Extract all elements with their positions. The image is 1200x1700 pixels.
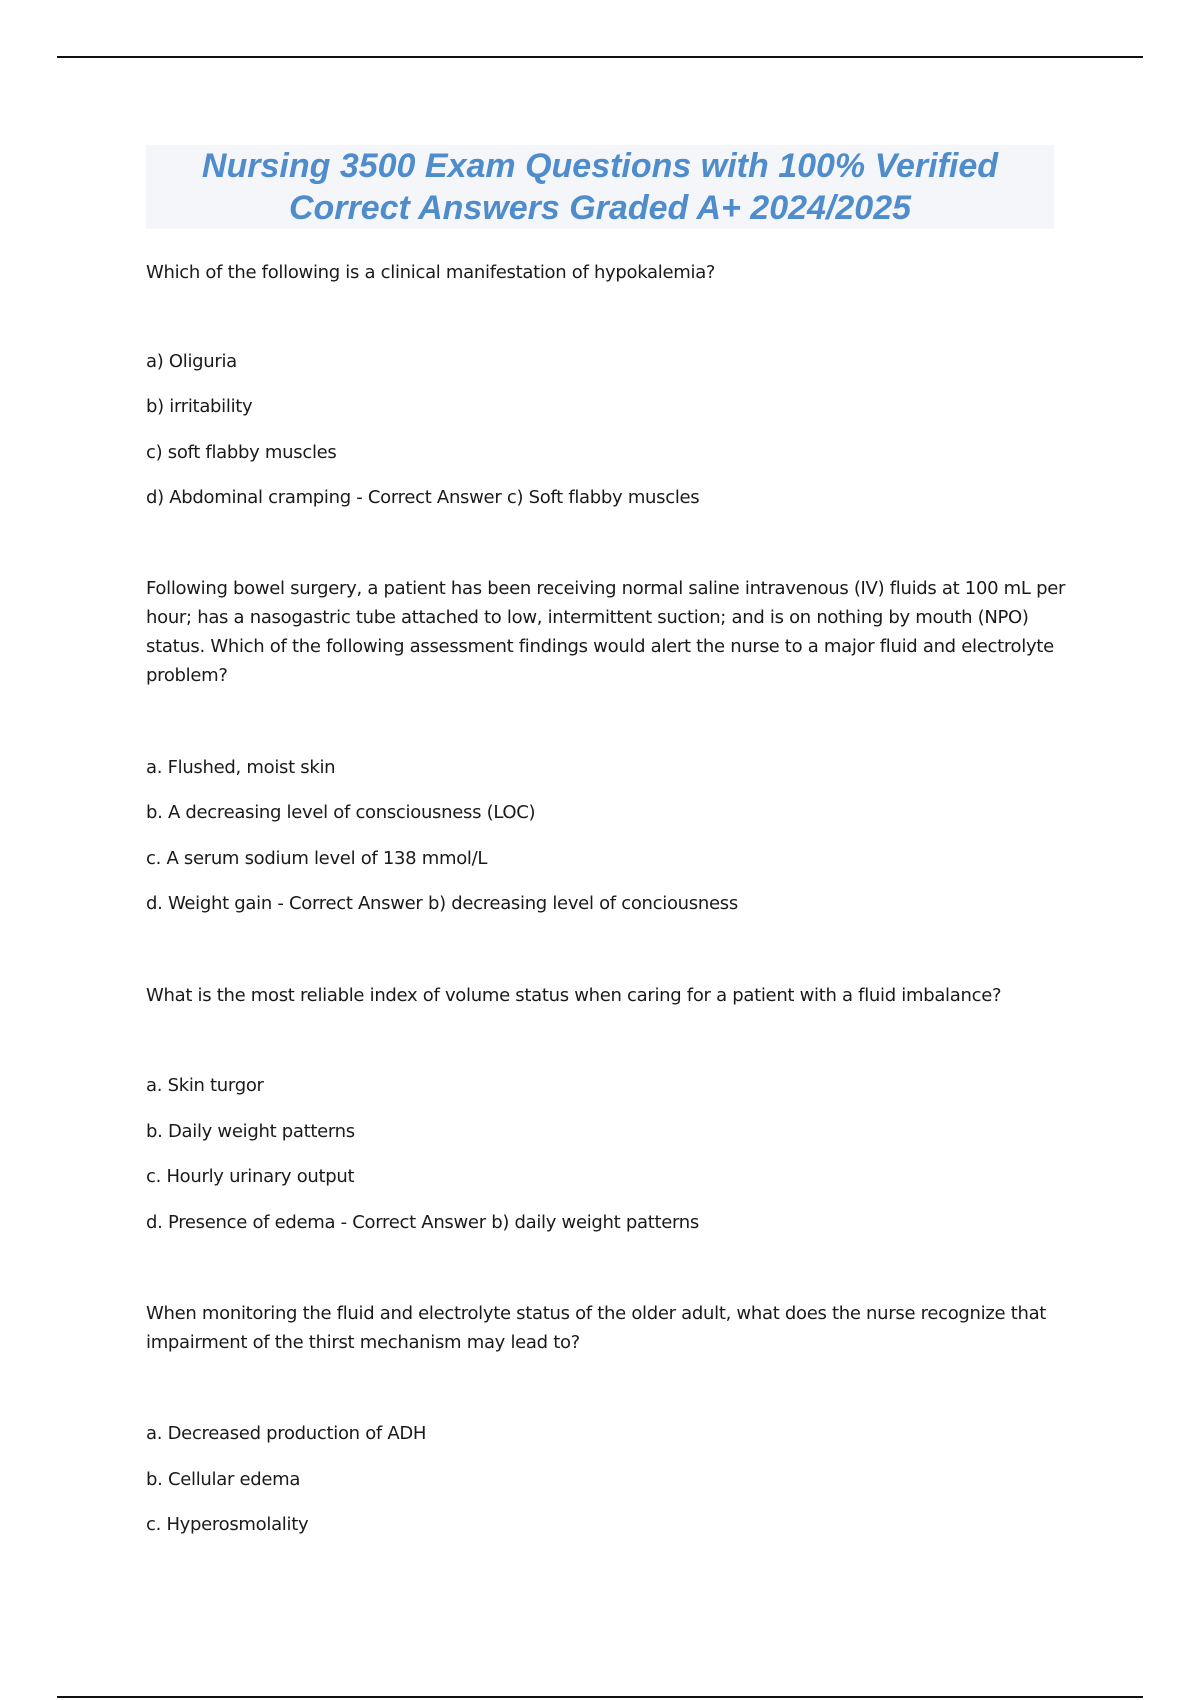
question-2-option-b: b. A decreasing level of consciousness (LOC) (146, 802, 536, 823)
question-3-option-b: b. Daily weight patterns (146, 1121, 355, 1142)
document-title-line-2: Correct Answers Graded A+ 2024/2025 (288, 189, 912, 227)
question-2-option-d-answer: d. Weight gain - Correct Answer b) decreasing level of conciousness (146, 893, 738, 914)
bottom-rule (57, 1696, 1143, 1698)
question-3-option-a: a. Skin turgor (146, 1075, 264, 1096)
document-title-line-1: Nursing 3500 Exam Questions with 100% Verified (201, 147, 999, 185)
question-4-option-a: a. Decreased production of ADH (146, 1423, 427, 1444)
top-rule (57, 56, 1143, 58)
question-4-text: When monitoring the fluid and electrolyte status of the older adult, what does the nurse recognize that impairment of the thirst mechanism may lead to? (146, 1303, 1047, 1353)
question-1-option-a: a) Oliguria (146, 351, 237, 372)
question-4-option-b: b. Cellular edema (146, 1469, 301, 1490)
question-3-option-d-answer: d. Presence of edema - Correct Answer b) daily weight patterns (146, 1212, 699, 1233)
question-1-option-c: c) soft flabby muscles (146, 442, 337, 463)
question-1-option-b: b) irritability (146, 396, 253, 417)
question-4-option-c: c. Hyperosmolality (146, 1514, 309, 1535)
question-2-option-a: a. Flushed, moist skin (146, 757, 336, 778)
question-2-option-c: c. A serum sodium level of 138 mmol/L (146, 848, 488, 869)
question-1-option-d-answer: d) Abdominal cramping - Correct Answer c) Soft flabby muscles (146, 487, 700, 508)
document-title-banner (146, 145, 1054, 229)
question-3-option-c: c. Hourly urinary output (146, 1166, 355, 1187)
question-2-text: Following bowel surgery, a patient has been receiving normal saline intravenous (IV) fluids at 100 mL per hour; has a nasogastric tube attached to low, intermittent suction; and is on nothing by mouth (NPO) status. Which of the following assessment findings would alert the nurse to a major fluid and electrolyte problem? (146, 578, 1066, 686)
question-1-text: Which of the following is a clinical manifestation of hypokalemia? (146, 262, 716, 283)
question-3-text: What is the most reliable index of volume status when caring for a patient with a fluid imbalance? (146, 985, 1002, 1006)
